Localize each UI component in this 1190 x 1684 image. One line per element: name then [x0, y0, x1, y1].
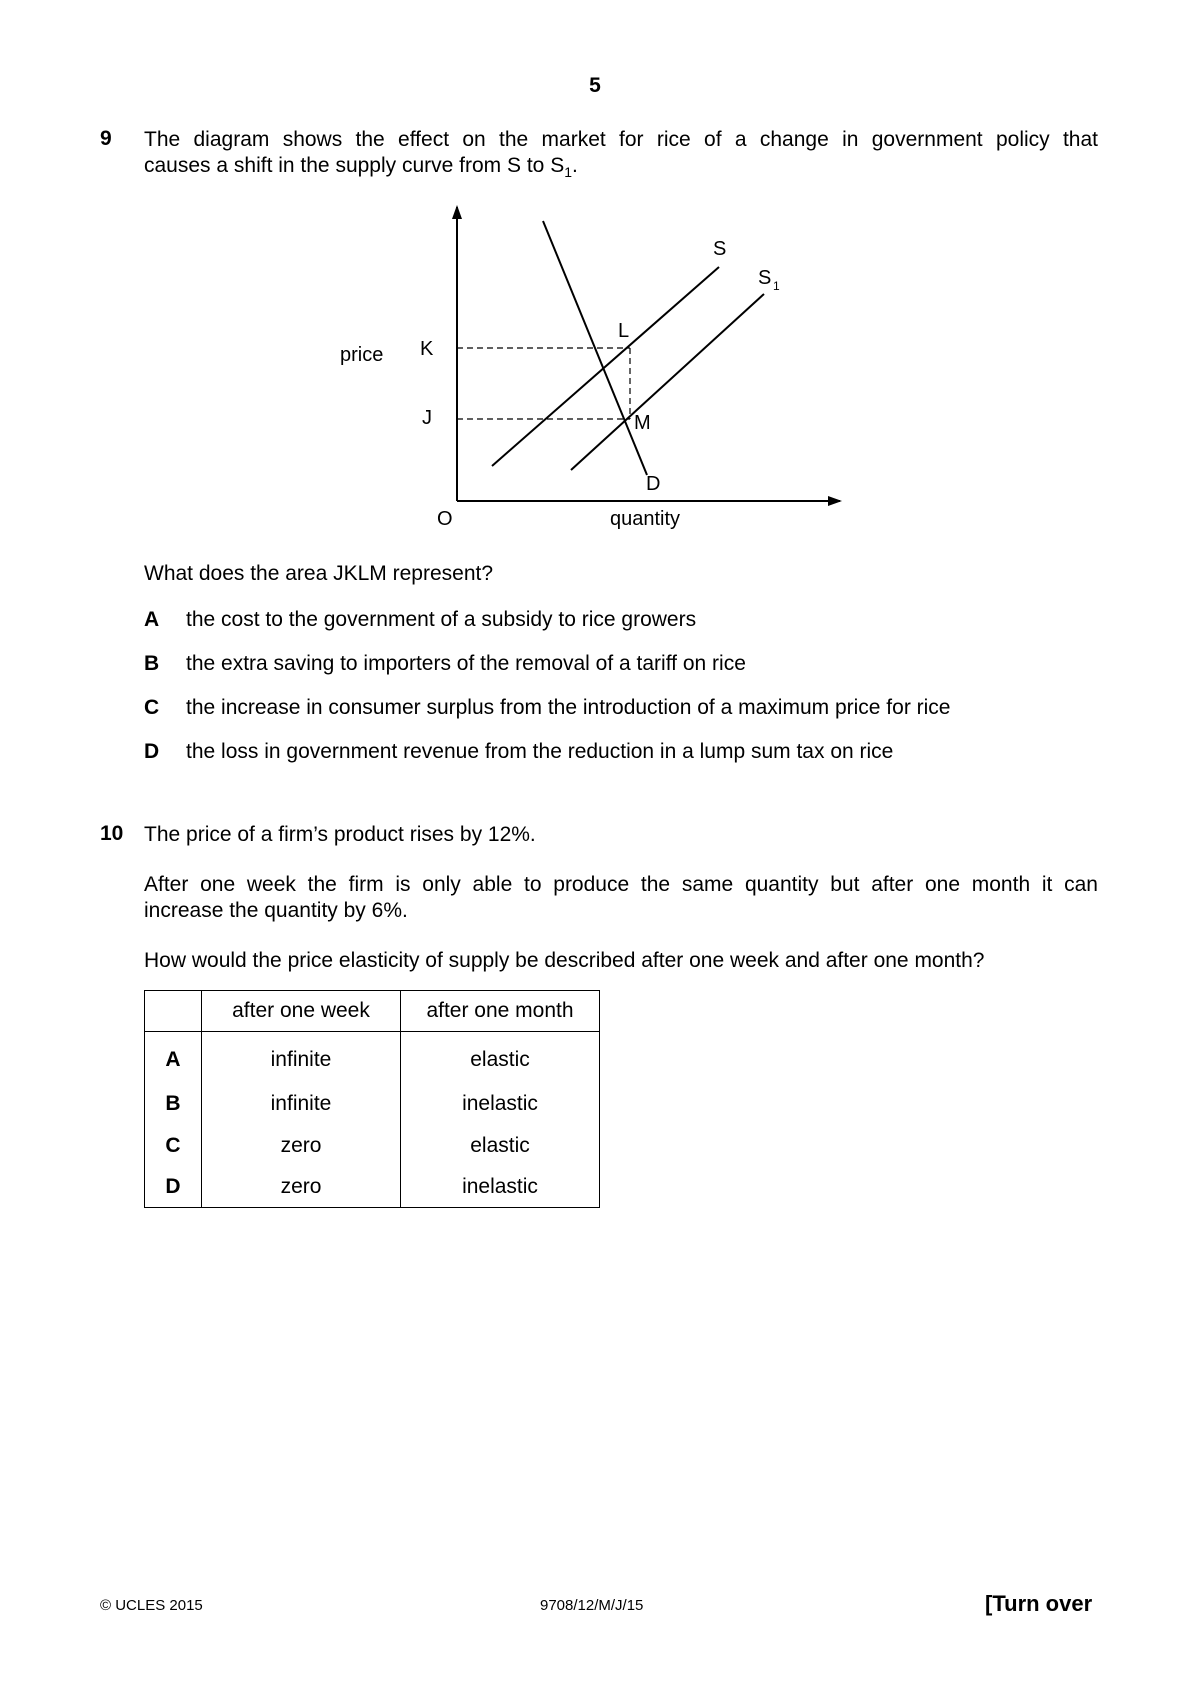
option-b-text: the extra saving to importers of the removal of a tariff on rice	[186, 652, 746, 675]
row-letter: B	[145, 1083, 202, 1125]
option-d-letter: D	[144, 740, 160, 763]
option-d[interactable]	[144, 739, 159, 765]
table-row[interactable]	[145, 1125, 600, 1167]
row-letter: A	[145, 1032, 202, 1084]
price-axis-label: price	[340, 344, 384, 366]
supply-curve-s1	[571, 294, 764, 470]
row-month: inelastic	[401, 1167, 600, 1208]
turn-over-label: [Turn over	[985, 1591, 1093, 1616]
question-9-text-line1: The diagram shows the effect on the market for rice of a change in government policy that	[144, 128, 1098, 151]
question-9-text-line2-subscript: 1	[564, 164, 572, 181]
origin-label: O	[437, 508, 453, 530]
row-month: elastic	[401, 1125, 600, 1167]
question-10-para2-line2: increase the quantity by 6%.	[144, 899, 408, 922]
row-month: inelastic	[401, 1083, 600, 1125]
answer-table-header-week: after one week	[202, 991, 401, 1032]
row-month: elastic	[401, 1032, 600, 1084]
question-9-text-line2	[144, 153, 1098, 185]
row-letter: D	[145, 1167, 202, 1208]
question-9-text-line2-main: causes a shift in the supply curve from S to S	[144, 154, 565, 177]
curve-s1-label: S	[758, 267, 772, 289]
answer-table-header-row	[145, 991, 600, 1032]
footer-copyright: © UCLES 2015	[100, 1597, 203, 1614]
point-l-label: L	[618, 320, 630, 342]
point-k-label: K	[420, 338, 434, 360]
question-10-para2-line1: After one week the firm is only able to produce the same quantity but after one month it can	[144, 873, 1098, 896]
answer-table	[144, 990, 600, 1208]
question-10-prompt: How would the price elasticity of supply be described after one week and after one month?	[144, 949, 985, 972]
table-row[interactable]	[145, 1032, 600, 1084]
curve-s-label: S	[713, 238, 727, 260]
footer-code: 9708/12/M/J/15	[540, 1597, 644, 1614]
option-c-letter: C	[144, 696, 160, 719]
row-week: infinite	[202, 1083, 401, 1125]
option-b[interactable]	[144, 651, 159, 677]
supply-demand-diagram	[340, 195, 860, 545]
option-b-letter: B	[144, 652, 160, 675]
table-row[interactable]	[145, 1083, 600, 1125]
question-10-line1: The price of a firm’s product rises by 12%.	[144, 823, 536, 846]
option-a-letter: A	[144, 608, 160, 631]
curve-s1-subscript: 1	[773, 279, 780, 293]
question-9-text-line2-period: .	[572, 154, 578, 177]
quantity-axis-label: quantity	[610, 508, 681, 530]
point-j-label: J	[422, 407, 432, 429]
option-d-text: the loss in government revenue from the reduction in a lump sum tax on rice	[186, 740, 894, 763]
page-number: 5	[589, 74, 601, 97]
option-a[interactable]	[144, 607, 159, 633]
answer-table-header-month: after one month	[401, 991, 600, 1032]
point-m-label: M	[634, 412, 651, 434]
row-week: zero	[202, 1167, 401, 1208]
curve-d-label: D	[646, 473, 661, 495]
option-c-text: the increase in consumer surplus from the introduction of a maximum price for rice	[186, 696, 951, 719]
row-week: zero	[202, 1125, 401, 1167]
row-week: infinite	[202, 1032, 401, 1084]
answer-table-header-letter	[145, 991, 202, 1032]
question-10-number: 10	[100, 822, 124, 845]
question-9-number: 9	[100, 127, 112, 150]
question-9-prompt: What does the area JKLM represent?	[144, 562, 494, 585]
option-c[interactable]	[144, 695, 159, 721]
table-row[interactable]	[145, 1167, 600, 1208]
option-a-text: the cost to the government of a subsidy to rice growers	[186, 608, 697, 631]
row-letter: C	[145, 1125, 202, 1167]
